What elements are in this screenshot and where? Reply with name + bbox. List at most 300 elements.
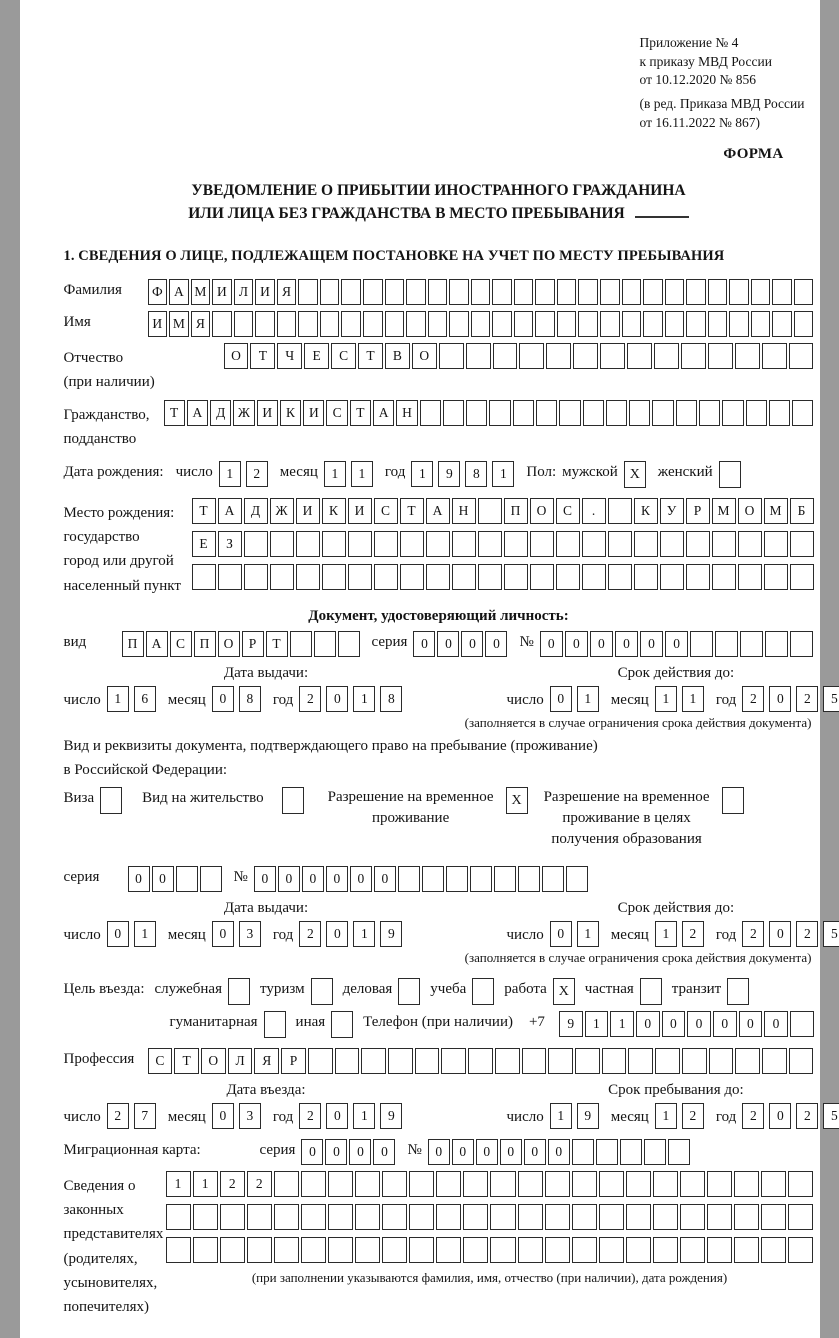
form-cell[interactable]: 1	[134, 921, 156, 947]
form-cell[interactable]	[738, 564, 762, 590]
form-cell[interactable]: 0	[550, 686, 572, 712]
form-cell[interactable]	[409, 1237, 434, 1263]
form-cell[interactable]	[398, 866, 420, 892]
form-cell[interactable]	[518, 1237, 543, 1263]
form-cell[interactable]	[493, 343, 518, 369]
purpose-study-checkbox[interactable]	[472, 978, 494, 1005]
form-cell[interactable]: 0	[540, 631, 563, 657]
form-cell[interactable]	[374, 564, 398, 590]
form-cell[interactable]	[504, 564, 528, 590]
form-cell[interactable]	[572, 1237, 597, 1263]
form-cell[interactable]	[608, 498, 632, 524]
form-cell[interactable]: Д	[244, 498, 268, 524]
form-cell[interactable]	[628, 1048, 653, 1074]
form-cell[interactable]: 5	[823, 686, 839, 712]
form-cell[interactable]: 8	[465, 461, 487, 487]
form-cell[interactable]: 2	[742, 686, 764, 712]
form-cell[interactable]: П	[122, 631, 144, 657]
form-cell[interactable]: Т	[266, 631, 288, 657]
form-cell[interactable]: Р	[281, 1048, 306, 1074]
form-cell[interactable]: 0	[349, 1139, 371, 1165]
form-cell[interactable]	[790, 531, 814, 557]
form-cell[interactable]	[790, 564, 814, 590]
form-cell[interactable]: И	[148, 311, 168, 337]
form-cell[interactable]	[518, 866, 540, 892]
form-cell[interactable]: 0	[590, 631, 613, 657]
form-cell[interactable]: 0	[278, 866, 300, 892]
form-cell[interactable]	[492, 311, 512, 337]
form-cell[interactable]	[712, 564, 736, 590]
form-cell[interactable]	[212, 311, 232, 337]
form-cell[interactable]	[463, 1237, 488, 1263]
form-cell[interactable]	[653, 1237, 678, 1263]
form-cell[interactable]	[740, 631, 763, 657]
form-cell[interactable]	[606, 400, 627, 426]
form-cell[interactable]: И	[212, 279, 232, 305]
form-cell[interactable]: Я	[191, 311, 211, 337]
form-cell[interactable]: Л	[234, 279, 254, 305]
form-cell[interactable]: А	[373, 400, 394, 426]
form-cell[interactable]: 1	[219, 461, 241, 487]
sex-female-checkbox[interactable]	[719, 461, 741, 488]
form-cell[interactable]: 2	[682, 921, 704, 947]
form-cell[interactable]	[382, 1204, 407, 1230]
form-cell[interactable]	[735, 343, 760, 369]
form-cell[interactable]	[738, 531, 762, 557]
form-cell[interactable]	[596, 1139, 618, 1165]
form-cell[interactable]	[322, 564, 346, 590]
form-cell[interactable]	[363, 311, 383, 337]
form-cell[interactable]	[545, 1237, 570, 1263]
form-cell[interactable]: С	[331, 343, 356, 369]
form-cell[interactable]	[734, 1171, 759, 1197]
form-cell[interactable]: О	[224, 343, 249, 369]
form-cell[interactable]	[301, 1171, 326, 1197]
form-cell[interactable]: А	[218, 498, 242, 524]
form-cell[interactable]	[644, 1139, 666, 1165]
form-cell[interactable]	[762, 1048, 787, 1074]
form-cell[interactable]	[712, 531, 736, 557]
form-cell[interactable]: Ч	[277, 343, 302, 369]
form-cell[interactable]	[471, 311, 491, 337]
form-cell[interactable]: 2	[742, 1103, 764, 1129]
form-cell[interactable]	[556, 531, 580, 557]
form-cell[interactable]: 3	[239, 1103, 261, 1129]
form-cell[interactable]	[355, 1171, 380, 1197]
form-cell[interactable]: 0	[212, 686, 234, 712]
form-cell[interactable]: 0	[713, 1011, 737, 1037]
form-cell[interactable]	[409, 1171, 434, 1197]
form-cell[interactable]	[335, 1048, 360, 1074]
form-cell[interactable]	[789, 1048, 814, 1074]
form-cell[interactable]: И	[296, 498, 320, 524]
form-cell[interactable]	[428, 279, 448, 305]
form-cell[interactable]	[530, 564, 554, 590]
form-cell[interactable]	[734, 1204, 759, 1230]
form-cell[interactable]	[622, 311, 642, 337]
form-cell[interactable]: 0	[550, 921, 572, 947]
form-cell[interactable]: К	[634, 498, 658, 524]
form-cell[interactable]	[680, 1237, 705, 1263]
form-cell[interactable]: Т	[400, 498, 424, 524]
form-cell[interactable]	[668, 1139, 690, 1165]
form-cell[interactable]: 0	[524, 1139, 546, 1165]
form-cell[interactable]	[452, 531, 476, 557]
form-cell[interactable]	[626, 1204, 651, 1230]
form-cell[interactable]: 5	[823, 1103, 839, 1129]
form-cell[interactable]: Т	[358, 343, 383, 369]
form-cell[interactable]	[545, 1204, 570, 1230]
form-cell[interactable]	[790, 631, 813, 657]
form-cell[interactable]	[794, 279, 814, 305]
form-cell[interactable]	[296, 564, 320, 590]
form-cell[interactable]: 0	[662, 1011, 686, 1037]
form-cell[interactable]	[298, 311, 318, 337]
form-cell[interactable]	[518, 1204, 543, 1230]
form-cell[interactable]	[546, 343, 571, 369]
form-cell[interactable]	[270, 531, 294, 557]
form-cell[interactable]	[761, 1204, 786, 1230]
form-cell[interactable]: С	[326, 400, 347, 426]
form-cell[interactable]	[634, 564, 658, 590]
form-cell[interactable]: 0	[428, 1139, 450, 1165]
form-cell[interactable]: 2	[299, 921, 321, 947]
form-cell[interactable]: 1	[610, 1011, 634, 1037]
form-cell[interactable]	[244, 531, 268, 557]
form-cell[interactable]	[653, 1204, 678, 1230]
form-cell[interactable]	[626, 1171, 651, 1197]
form-cell[interactable]	[338, 631, 360, 657]
form-cell[interactable]: 9	[577, 1103, 599, 1129]
form-cell[interactable]	[654, 343, 679, 369]
form-cell[interactable]: 2	[107, 1103, 129, 1129]
form-cell[interactable]: В	[385, 343, 410, 369]
form-cell[interactable]	[794, 311, 814, 337]
form-cell[interactable]	[270, 564, 294, 590]
form-cell[interactable]	[274, 1171, 299, 1197]
form-cell[interactable]	[328, 1171, 353, 1197]
form-cell[interactable]	[578, 311, 598, 337]
form-cell[interactable]	[449, 311, 469, 337]
form-cell[interactable]: 0	[452, 1139, 474, 1165]
form-cell[interactable]: 0	[350, 866, 372, 892]
purpose-other-checkbox[interactable]	[331, 1011, 353, 1038]
form-cell[interactable]	[608, 531, 632, 557]
form-cell[interactable]	[200, 866, 222, 892]
form-cell[interactable]	[665, 311, 685, 337]
form-cell[interactable]	[322, 531, 346, 557]
form-cell[interactable]	[573, 343, 598, 369]
form-cell[interactable]: 1	[655, 686, 677, 712]
form-cell[interactable]	[708, 279, 728, 305]
form-cell[interactable]	[320, 311, 340, 337]
form-cell[interactable]	[542, 866, 564, 892]
form-cell[interactable]	[514, 311, 534, 337]
form-cell[interactable]	[277, 311, 297, 337]
form-cell[interactable]	[643, 311, 663, 337]
form-cell[interactable]	[686, 311, 706, 337]
form-cell[interactable]	[504, 531, 528, 557]
form-cell[interactable]	[559, 400, 580, 426]
form-cell[interactable]: П	[194, 631, 216, 657]
form-cell[interactable]: 1	[324, 461, 346, 487]
form-cell[interactable]	[686, 279, 706, 305]
form-cell[interactable]: 0	[485, 631, 507, 657]
form-cell[interactable]	[680, 1171, 705, 1197]
form-cell[interactable]	[363, 279, 383, 305]
form-cell[interactable]	[729, 279, 749, 305]
form-cell[interactable]: А	[146, 631, 168, 657]
purpose-business-checkbox[interactable]	[398, 978, 420, 1005]
form-cell[interactable]: Д	[210, 400, 231, 426]
form-cell[interactable]	[734, 1237, 759, 1263]
form-cell[interactable]: О	[530, 498, 554, 524]
form-cell[interactable]	[572, 1139, 594, 1165]
form-cell[interactable]: 8	[380, 686, 402, 712]
form-cell[interactable]	[680, 1204, 705, 1230]
form-cell[interactable]	[686, 531, 710, 557]
form-cell[interactable]	[629, 400, 650, 426]
form-cell[interactable]	[761, 1171, 786, 1197]
form-cell[interactable]: М	[169, 311, 189, 337]
form-cell[interactable]	[355, 1237, 380, 1263]
form-cell[interactable]	[409, 1204, 434, 1230]
form-cell[interactable]: 2	[299, 686, 321, 712]
form-cell[interactable]: Т	[350, 400, 371, 426]
form-cell[interactable]	[599, 1171, 624, 1197]
form-cell[interactable]: 0	[500, 1139, 522, 1165]
form-cell[interactable]	[557, 311, 577, 337]
form-cell[interactable]: 1	[492, 461, 514, 487]
form-cell[interactable]	[518, 1171, 543, 1197]
form-cell[interactable]: Н	[396, 400, 417, 426]
form-cell[interactable]: Т	[174, 1048, 199, 1074]
form-cell[interactable]: 0	[476, 1139, 498, 1165]
form-cell[interactable]	[600, 343, 625, 369]
form-cell[interactable]	[490, 1237, 515, 1263]
form-cell[interactable]: И	[348, 498, 372, 524]
form-cell[interactable]	[468, 1048, 493, 1074]
form-cell[interactable]	[193, 1204, 218, 1230]
form-cell[interactable]: Е	[192, 531, 216, 557]
form-cell[interactable]: З	[218, 531, 242, 557]
form-cell[interactable]	[548, 1048, 573, 1074]
form-cell[interactable]	[470, 866, 492, 892]
form-cell[interactable]	[762, 343, 787, 369]
form-cell[interactable]	[247, 1237, 272, 1263]
form-cell[interactable]	[788, 1204, 813, 1230]
form-cell[interactable]	[690, 631, 713, 657]
form-cell[interactable]: Ф	[148, 279, 168, 305]
form-cell[interactable]	[426, 531, 450, 557]
form-cell[interactable]	[519, 343, 544, 369]
form-cell[interactable]	[660, 531, 684, 557]
form-cell[interactable]	[708, 311, 728, 337]
form-cell[interactable]	[535, 279, 555, 305]
form-cell[interactable]	[385, 311, 405, 337]
form-cell[interactable]	[166, 1204, 191, 1230]
form-cell[interactable]: 0	[325, 1139, 347, 1165]
temp-residence-checkbox[interactable]: X	[506, 787, 528, 814]
form-cell[interactable]: 1	[577, 686, 599, 712]
form-cell[interactable]: 1	[577, 921, 599, 947]
form-cell[interactable]: Я	[254, 1048, 279, 1074]
form-cell[interactable]	[686, 564, 710, 590]
form-cell[interactable]	[426, 564, 450, 590]
form-cell[interactable]: 2	[247, 1171, 272, 1197]
form-cell[interactable]	[382, 1171, 407, 1197]
form-cell[interactable]	[296, 531, 320, 557]
form-cell[interactable]: 0	[373, 1139, 395, 1165]
form-cell[interactable]	[466, 400, 487, 426]
form-cell[interactable]: Ж	[233, 400, 254, 426]
form-cell[interactable]	[176, 866, 198, 892]
form-cell[interactable]	[452, 564, 476, 590]
form-cell[interactable]: 0	[413, 631, 435, 657]
form-cell[interactable]	[772, 311, 792, 337]
form-cell[interactable]	[708, 343, 733, 369]
form-cell[interactable]: 0	[326, 686, 348, 712]
purpose-tourism-checkbox[interactable]	[311, 978, 333, 1005]
form-cell[interactable]: 0	[326, 866, 348, 892]
form-cell[interactable]	[530, 531, 554, 557]
form-cell[interactable]	[446, 866, 468, 892]
form-cell[interactable]	[495, 1048, 520, 1074]
form-cell[interactable]: 2	[682, 1103, 704, 1129]
form-cell[interactable]	[707, 1171, 732, 1197]
form-cell[interactable]	[406, 279, 426, 305]
form-cell[interactable]	[328, 1204, 353, 1230]
form-cell[interactable]: А	[169, 279, 189, 305]
form-cell[interactable]	[400, 531, 424, 557]
form-cell[interactable]: 9	[380, 921, 402, 947]
form-cell[interactable]	[608, 564, 632, 590]
form-cell[interactable]	[320, 279, 340, 305]
form-cell[interactable]	[513, 400, 534, 426]
form-cell[interactable]	[308, 1048, 333, 1074]
form-cell[interactable]	[765, 631, 788, 657]
form-cell[interactable]: 0	[374, 866, 396, 892]
form-cell[interactable]	[290, 631, 312, 657]
form-cell[interactable]	[643, 279, 663, 305]
form-cell[interactable]	[361, 1048, 386, 1074]
form-cell[interactable]: 1	[351, 461, 373, 487]
form-cell[interactable]	[244, 564, 268, 590]
form-cell[interactable]	[582, 564, 606, 590]
form-cell[interactable]	[234, 311, 254, 337]
form-cell[interactable]	[348, 531, 372, 557]
form-cell[interactable]	[489, 400, 510, 426]
form-cell[interactable]: 1	[166, 1171, 191, 1197]
form-cell[interactable]	[722, 400, 743, 426]
form-cell[interactable]	[466, 343, 491, 369]
form-cell[interactable]: 2	[796, 686, 818, 712]
form-cell[interactable]	[572, 1204, 597, 1230]
form-cell[interactable]: 9	[559, 1011, 583, 1037]
form-cell[interactable]: 0	[764, 1011, 788, 1037]
form-cell[interactable]	[545, 1171, 570, 1197]
residence-permit-checkbox[interactable]	[282, 787, 304, 814]
form-cell[interactable]	[634, 531, 658, 557]
form-cell[interactable]	[715, 631, 738, 657]
form-cell[interactable]: 9	[380, 1103, 402, 1129]
form-cell[interactable]	[600, 311, 620, 337]
form-cell[interactable]	[622, 279, 642, 305]
form-cell[interactable]	[192, 564, 216, 590]
form-cell[interactable]: 0	[739, 1011, 763, 1037]
form-cell[interactable]	[655, 1048, 680, 1074]
form-cell[interactable]	[789, 343, 814, 369]
form-cell[interactable]	[439, 343, 464, 369]
form-cell[interactable]	[374, 531, 398, 557]
form-cell[interactable]: 1	[353, 921, 375, 947]
form-cell[interactable]: 0	[152, 866, 174, 892]
form-cell[interactable]: М	[764, 498, 788, 524]
form-cell[interactable]: 2	[220, 1171, 245, 1197]
form-cell[interactable]: 1	[193, 1171, 218, 1197]
form-cell[interactable]	[746, 400, 767, 426]
form-cell[interactable]: 0	[687, 1011, 711, 1037]
form-cell[interactable]: 0	[640, 631, 663, 657]
form-cell[interactable]	[220, 1237, 245, 1263]
form-cell[interactable]	[220, 1204, 245, 1230]
form-cell[interactable]: О	[218, 631, 240, 657]
form-cell[interactable]: Б	[790, 498, 814, 524]
form-cell[interactable]	[449, 279, 469, 305]
form-cell[interactable]: 0	[437, 631, 459, 657]
form-cell[interactable]: Я	[277, 279, 297, 305]
form-cell[interactable]	[653, 1171, 678, 1197]
form-cell[interactable]	[436, 1171, 461, 1197]
form-cell[interactable]: 1	[353, 1103, 375, 1129]
form-cell[interactable]: П	[504, 498, 528, 524]
form-cell[interactable]: 0	[128, 866, 150, 892]
form-cell[interactable]: 9	[438, 461, 460, 487]
form-cell[interactable]	[557, 279, 577, 305]
form-cell[interactable]: 2	[246, 461, 268, 487]
form-cell[interactable]: 5	[823, 921, 839, 947]
form-cell[interactable]	[255, 311, 275, 337]
form-cell[interactable]	[682, 1048, 707, 1074]
form-cell[interactable]: 0	[212, 921, 234, 947]
form-cell[interactable]: К	[322, 498, 346, 524]
form-cell[interactable]: 0	[326, 1103, 348, 1129]
form-cell[interactable]	[788, 1171, 813, 1197]
purpose-work-checkbox[interactable]: X	[553, 978, 575, 1005]
form-cell[interactable]: 0	[769, 1103, 791, 1129]
form-cell[interactable]	[620, 1139, 642, 1165]
form-cell[interactable]: 1	[655, 921, 677, 947]
form-cell[interactable]: М	[712, 498, 736, 524]
form-cell[interactable]: С	[170, 631, 192, 657]
form-cell[interactable]	[514, 279, 534, 305]
form-cell[interactable]	[599, 1237, 624, 1263]
form-cell[interactable]: И	[255, 279, 275, 305]
form-cell[interactable]	[735, 1048, 760, 1074]
form-cell[interactable]	[328, 1237, 353, 1263]
form-cell[interactable]	[385, 279, 405, 305]
form-cell[interactable]	[790, 1011, 814, 1037]
form-cell[interactable]: С	[374, 498, 398, 524]
form-cell[interactable]: 1	[682, 686, 704, 712]
form-cell[interactable]: 3	[239, 921, 261, 947]
form-cell[interactable]: И	[257, 400, 278, 426]
form-cell[interactable]	[652, 400, 673, 426]
form-cell[interactable]: 1	[353, 686, 375, 712]
form-cell[interactable]	[274, 1237, 299, 1263]
form-cell[interactable]: 8	[239, 686, 261, 712]
form-cell[interactable]: Л	[228, 1048, 253, 1074]
